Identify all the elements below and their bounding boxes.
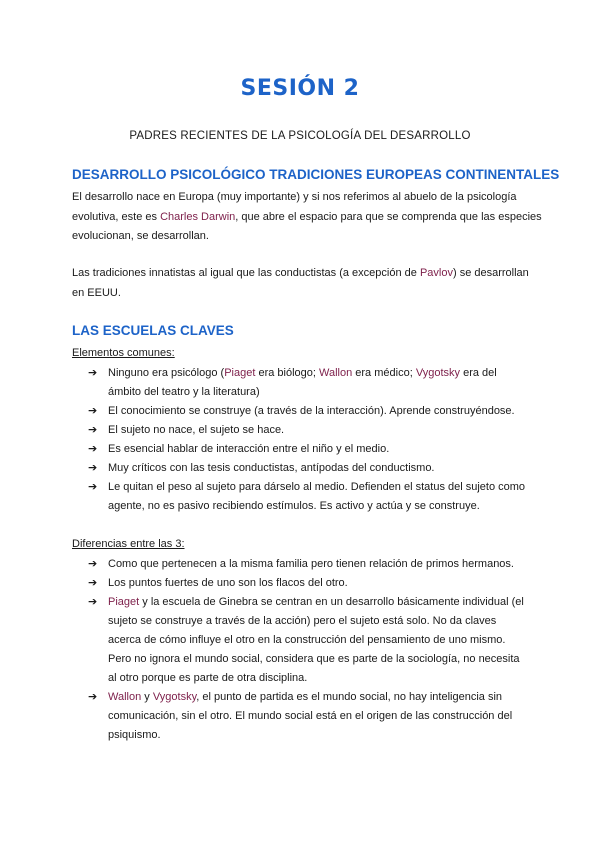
arrow-bullet-icon: ➔ (88, 596, 98, 608)
common-elements-label: Elementos comunes: (72, 347, 175, 359)
paragraph-pavlov: Las tradiciones innatistas al igual que las conductistas (a excepción de Pavlov) se desarrollan en EEUU. (72, 267, 529, 299)
list-item: ➔ El conocimiento se construye (a través de la interacción). Aprende construyéndose. (0, 402, 528, 421)
arrow-bullet-icon: ➔ (88, 558, 98, 570)
page-subtitle: PADRES RECIENTES DE LA PSICOLOGÍA DEL DESARROLLO (129, 130, 471, 142)
highlight-name: Charles Darwin (160, 210, 236, 223)
list-item: ➔ Como que pertenecen a la misma familia pero tienen relación de primos hermanos. (0, 555, 528, 574)
differences-list (0, 555, 600, 745)
arrow-bullet-icon: ➔ (88, 443, 98, 455)
arrow-bullet-icon: ➔ (88, 367, 98, 379)
list-item: ➔ El sujeto no nace, el sujeto se hace. (0, 421, 528, 440)
highlight-name: Pavlov (419, 267, 453, 279)
common-elements-list (0, 364, 600, 516)
arrow-bullet-icon: ➔ (88, 481, 98, 493)
page-title: SESIÓN 2 (240, 76, 360, 101)
differences-label: Diferencias entre las 3: (72, 538, 185, 550)
list-item: ➔ Wallon y Vygotsky, el punto de partida es el mundo social, no hay inteligencia sin comunicación, sin el otro. El mundo social está en el origen de las construcción del psiquismo. (0, 688, 528, 745)
arrow-bullet-icon: ➔ (88, 577, 98, 589)
arrow-bullet-icon: ➔ (88, 424, 98, 436)
arrow-bullet-icon: ➔ (88, 691, 98, 703)
list-item: ➔ Ninguno era psicólogo (Piaget era biólogo; Wallon era médico; Vygotsky era del ámbito del teatro y la literatura) (0, 364, 528, 402)
arrow-bullet-icon: ➔ (88, 462, 98, 474)
list-item: ➔ Muy críticos con las tesis conductistas, antípodas del conductismo. (0, 459, 528, 478)
arrow-bullet-icon: ➔ (88, 405, 98, 417)
section-heading-european-traditions: DESARROLLO PSICOLÓGICO TRADICIONES EUROPEAS CONTINENTALES (72, 167, 560, 182)
paragraph-darwin: El desarrollo nace en Europa (muy importante) y si nos referimos al abuelo de la psicología evolutiva, este es Charles Darwin, que abre el espacio para que se comprenda que las especies evolucionan, se desarrollan. (72, 191, 542, 242)
list-item: ➔ Los puntos fuertes de uno son los flacos del otro. (0, 574, 528, 593)
list-item: ➔ Le quitan el peso al sujeto para dárselo al medio. Defienden el status del sujeto como agente, no es pasivo recibiendo estímulos. Es activo y actúa y se construye. (0, 478, 528, 516)
list-item: ➔ Es esencial hablar de interacción entre el niño y el medio. (0, 440, 528, 459)
section-heading-key-schools: LAS ESCUELAS CLAVES (72, 323, 234, 338)
list-item: ➔ Piaget y la escuela de Ginebra se centran en un desarrollo básicamente individual (el sujeto se construye a través de la acción) pero el sujeto está solo. No da claves acerca de cómo influye el otro en la construcción del pensamiento de uno mismo. Pero no ignora el mundo social, considera que es parte de la sociología, no necesita al otro porque es parte de otra disciplina. (0, 593, 528, 688)
